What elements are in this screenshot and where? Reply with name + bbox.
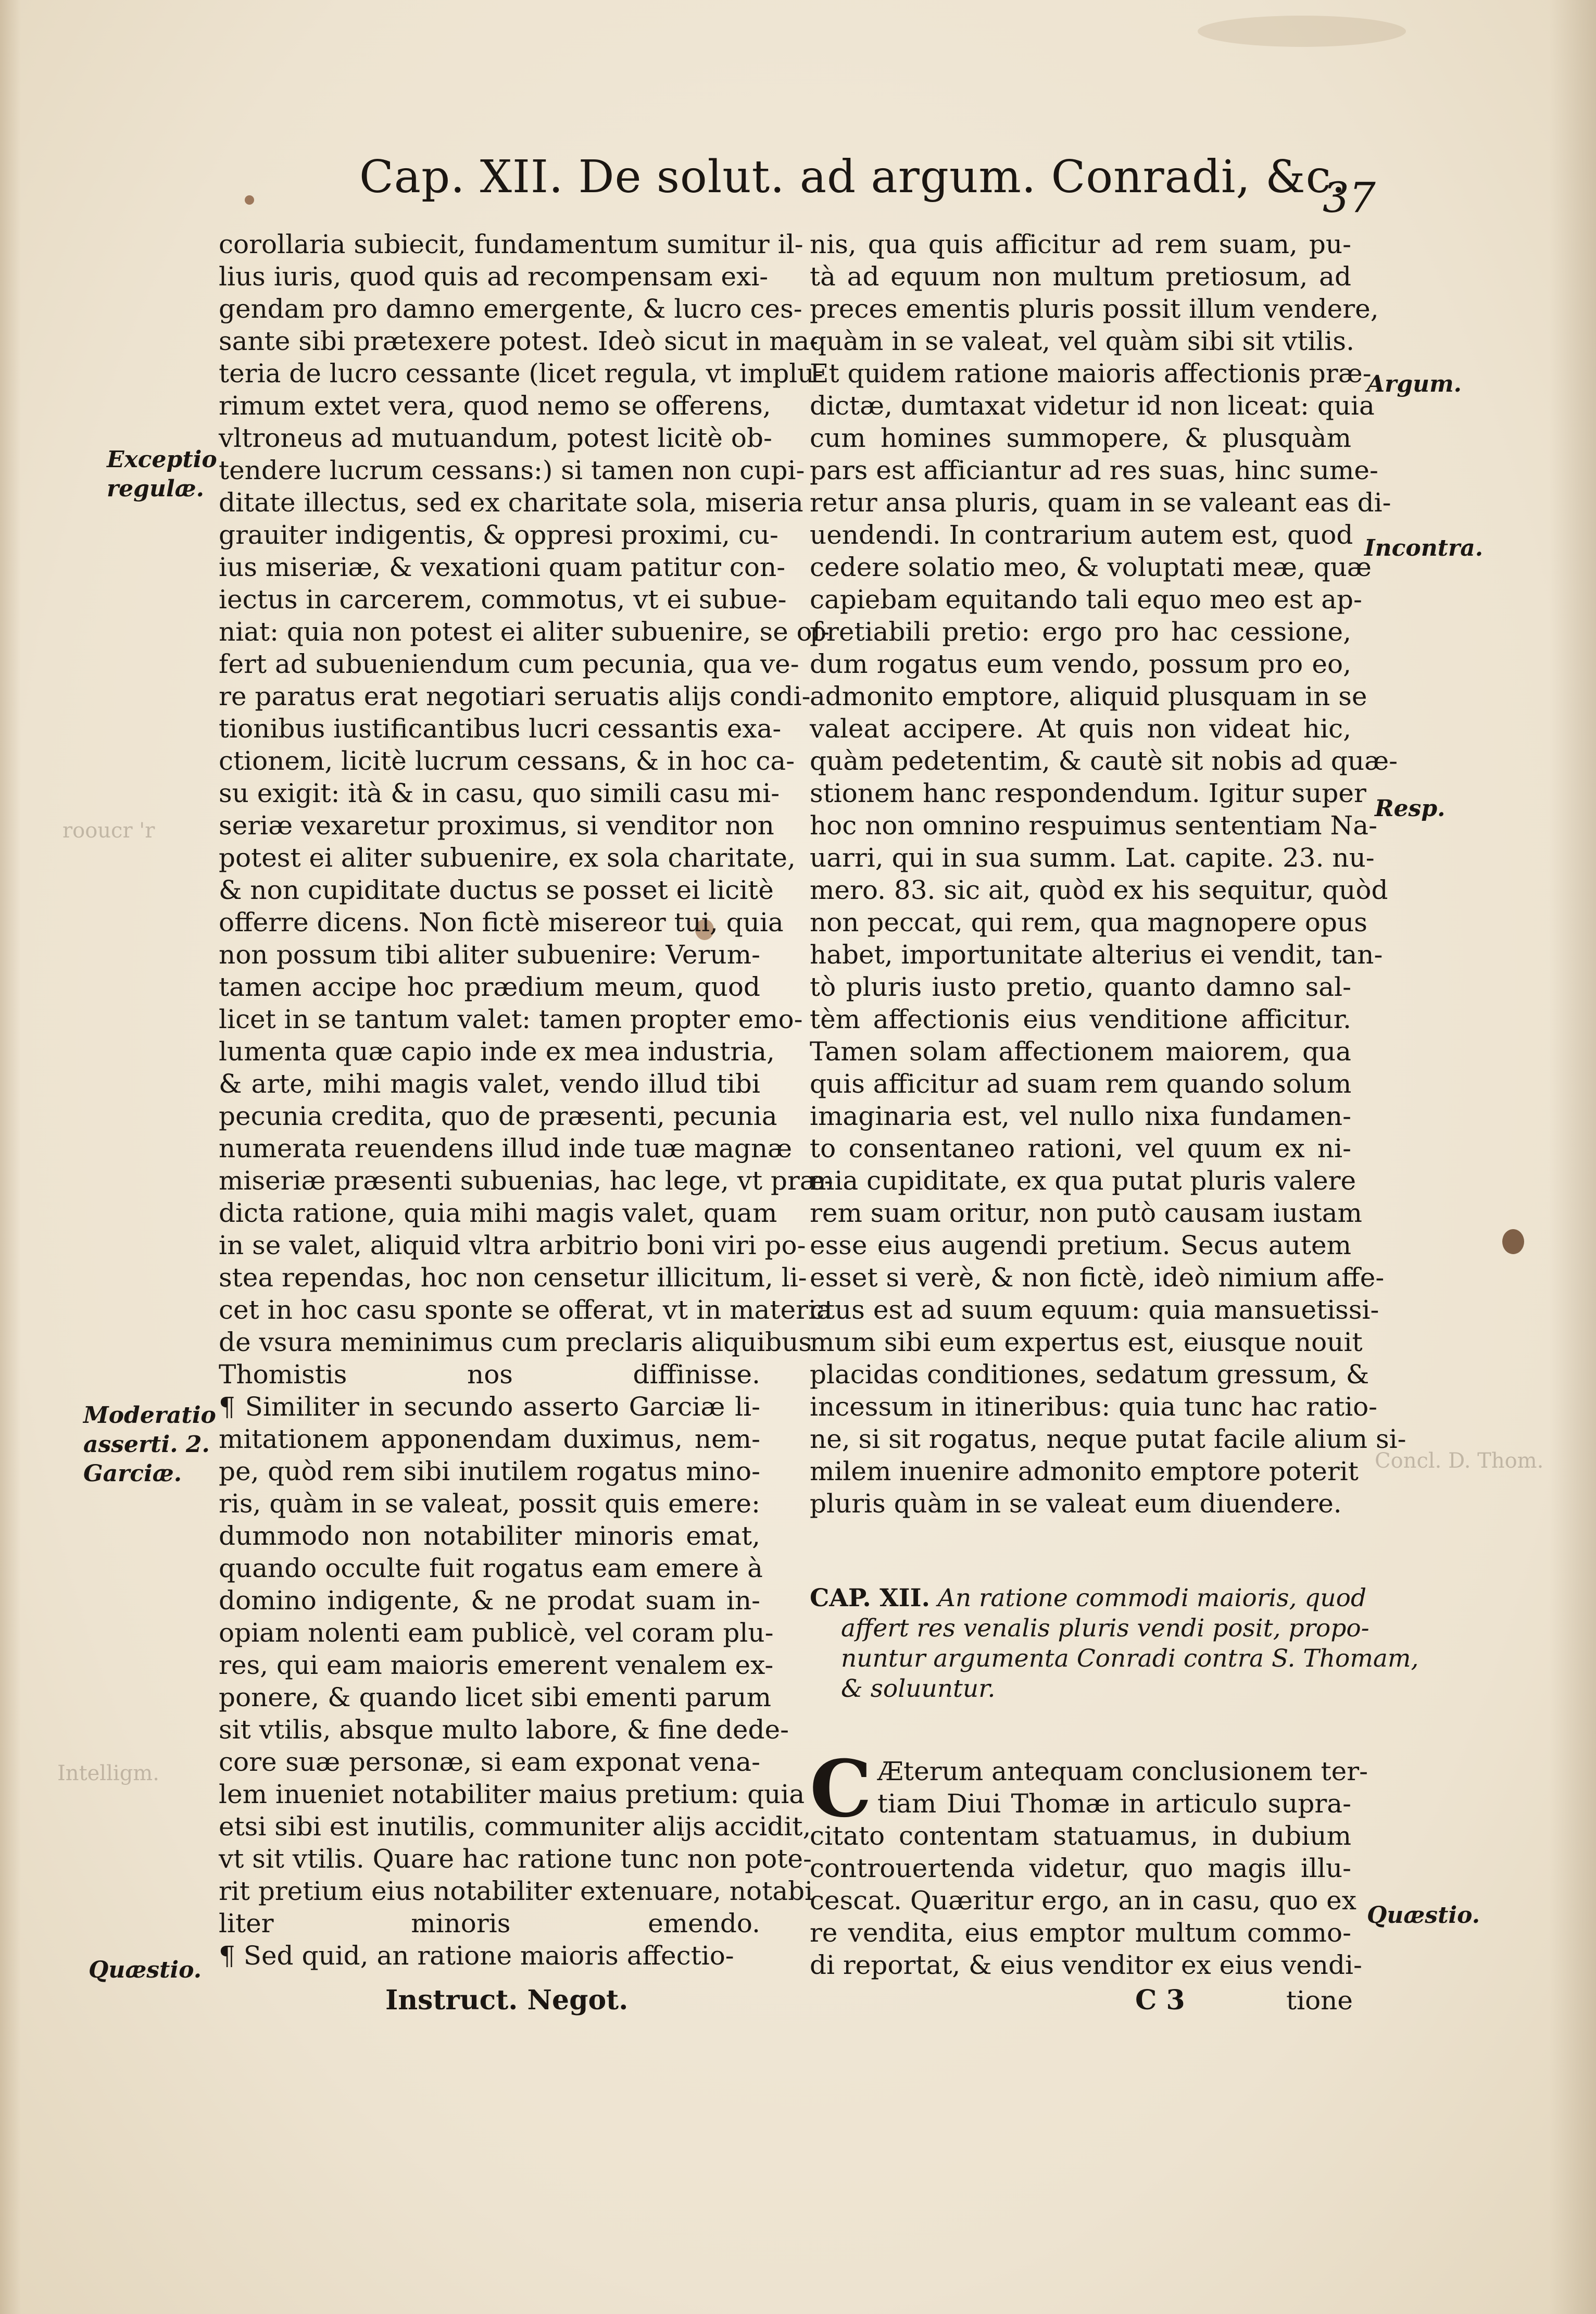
text-line: quàm pedetentim, & cautè sit nobis ad quæ- [810, 746, 1398, 776]
catchword: tione [1286, 1985, 1353, 2016]
text-line: rimum extet vera, quod nemo se offerens, [219, 391, 771, 421]
text-line: di reportat, & eius venditor ex eius vendi- [810, 1950, 1362, 1980]
text-line: milem inuenire admonito emptore poterit [810, 1456, 1359, 1486]
text-line: potest ei aliter subuenire, ex sola charitate, [219, 843, 796, 873]
text-line: capiebam equitando tali equo meo est ap- [810, 584, 1362, 615]
text-line: preces ementis pluris possit illum vendere, [810, 294, 1379, 324]
page-edge-shadow [1549, 0, 1596, 2314]
show-through-text: Concl. D. Thom. [1375, 1449, 1544, 1473]
text-line: uendendi. In contrarium autem est, quod [810, 520, 1353, 550]
text-line: re vendita, eius emptor multum commo- [810, 1918, 1351, 1948]
text-line: etsi sibi est inutilis, communiter alijs accidit, [219, 1811, 811, 1842]
text-line: seriæ vexaretur proximus, si venditor non [219, 810, 774, 841]
text-line: ctionem, licitè lucrum cessans, & in hoc ca- [219, 746, 795, 776]
text-line: quis afficitur ad suam rem quando solum [810, 1069, 1352, 1099]
text-line: mitationem apponendam duximus, nem- [219, 1424, 760, 1454]
text-line: ¶ Sed quid, an ratione maioris affectio- [219, 1941, 734, 1971]
text-line: ne, si sit rogatus, neque putat facile alium si- [810, 1424, 1406, 1454]
text-line: pe, quòd rem sibi inutilem rogatus mino- [219, 1456, 760, 1486]
chapter-body-text [810, 1743, 1368, 1981]
text-line: ctus est ad suum equum: quia mansuetissi- [810, 1295, 1379, 1325]
text-line: numerata reuendens illud inde tuæ magnæ [219, 1133, 793, 1164]
text-line: nis, qua quis afficitur ad rem suam, pu- [810, 229, 1351, 259]
text-line: placidas conditiones, sedatum gressum, & [810, 1359, 1369, 1390]
text-line: Æterum antequam conclusionem ter- [877, 1756, 1368, 1786]
text-line: quàm in se valeat, vel quàm sibi sit vtilis. [810, 326, 1354, 356]
text-line: ris, quàm in se valeat, possit quis emere: [219, 1489, 760, 1519]
margin-note-quaestio-left: Quæstio. [89, 1957, 202, 1983]
text-line: tendere lucrum cessans:) si tamen non cupi- [219, 455, 805, 485]
text-line: lumenta quæ capio inde ex mea industria, [219, 1036, 775, 1067]
right-text-column [810, 228, 1406, 1520]
chapter-title-line: An ratione commodi maioris, quod [937, 1584, 1367, 1612]
text-line: opiam nolenti eam publicè, vel coram plu- [219, 1618, 774, 1648]
text-line: to consentaneo rationi, vel quum ex ni- [810, 1133, 1351, 1164]
margin-note-exceptio: Exceptio regulæ. [107, 446, 217, 502]
text-line: cedere solatio meo, & voluptati meæ, quæ [810, 552, 1372, 582]
text-line: tà ad equum non multum pretiosum, ad [810, 261, 1351, 292]
margin-note-argum: Argum. [1367, 371, 1462, 397]
text-line: lius iuris, quod quis ad recompensam exi- [219, 261, 769, 292]
text-line: tiam Diui Thomæ in articulo supra- [877, 1788, 1351, 1819]
text-line: sante sibi prætexere potest. Ideò sicut in ma- [219, 326, 819, 356]
text-line: Thomistis nos diffinisse. [219, 1359, 760, 1390]
show-through-text: Intelligm. [57, 1761, 159, 1785]
text-line: ponere, & quando licet sibi ementi parum [219, 1682, 772, 1712]
text-line: Et quidem ratione maioris affectionis præ- [810, 358, 1372, 389]
chapter-title-line: & soluuntur. [841, 1674, 996, 1703]
margin-note-moderatio: Moderatio asserti. 2. Garciæ. [83, 1402, 216, 1487]
text-line: rem suam oritur, non putò causam iustam [810, 1198, 1362, 1228]
text-line: core suæ personæ, si eam exponat vena- [219, 1747, 760, 1777]
text-line: dum rogatus eum vendo, possum pro eo, [810, 649, 1351, 679]
text-line: & arte, mihi magis valet, vendo illud tibi [219, 1069, 760, 1099]
margin-note-incontra: Incontra. [1364, 535, 1484, 561]
signature-line: Instruct. Negot. [385, 1984, 629, 2016]
chapter-title-line: nuntur argumenta Conradi contra S. Thomam, [841, 1644, 1419, 1673]
text-line: controuertenda videtur, quo magis illu- [810, 1853, 1351, 1883]
page-gutter-shadow [0, 0, 21, 2314]
text-line: pretiabili pretio: ergo pro hac cessione, [810, 617, 1351, 647]
show-through-text: rooucr 'r [62, 819, 155, 843]
margin-note-quaestio-right: Quæstio. [1367, 1902, 1480, 1929]
text-line: mia cupiditate, ex qua putat pluris valere [810, 1166, 1356, 1196]
text-line: iectus in carcerem, commotus, vt ei subue- [219, 584, 787, 615]
text-line: in se valet, aliquid vltra arbitrio boni viri po- [219, 1230, 806, 1260]
text-line: tamen accipe hoc prædium meum, quod [219, 972, 760, 1002]
text-line: pluris quàm in se valeat eum diuendere. [810, 1489, 1342, 1519]
text-line: vltroneus ad mutuandum, potest licitè ob- [219, 423, 772, 453]
text-line: imaginaria est, vel nullo nixa fundamen- [810, 1101, 1351, 1131]
text-line: pecunia credita, quo de præsenti, pecunia [219, 1101, 777, 1131]
chapter-title-line: affert res venalis pluris vendi posit, propo- [841, 1614, 1369, 1643]
text-line: re paratus erat negotiari seruatis alijs condi- [219, 681, 811, 711]
text-line: miseriæ præsenti subuenias, hac lege, vt præ- [219, 1166, 833, 1196]
ink-stain [245, 195, 254, 205]
text-line: valeat accipere. At quis non videat hic, [810, 714, 1351, 744]
drop-capital: C [810, 1743, 872, 1835]
text-line: ius miseriæ, & vexationi quam patitur con- [219, 552, 786, 582]
text-line: vt sit vtilis. Quare hac ratione tunc non pote- [219, 1844, 812, 1874]
chapter-label: CAP. XII. [810, 1584, 930, 1612]
text-line: Tamen solam affectionem maiorem, qua [810, 1036, 1351, 1067]
text-line: teria de lucro cessante (licet regula, vt implu- [219, 358, 823, 389]
text-line: pars est afficiantur ad res suas, hinc sume- [810, 455, 1378, 485]
text-line: dictæ, dumtaxat videtur id non liceat: quia [810, 391, 1375, 421]
text-line: cet in hoc casu sponte se offerat, vt in materia [219, 1295, 832, 1325]
text-line: rit pretium eius notabiliter extenuare, notabi [219, 1876, 813, 1906]
text-line: res, qui eam maioris emerent venalem ex- [219, 1650, 774, 1680]
text-line: gendam pro damno emergente, & lucro ces- [219, 294, 802, 324]
text-line: dummodo non notabiliter minoris emat, [219, 1521, 760, 1551]
text-line: de vsura meminimus cum preclaris aliquibus [219, 1327, 812, 1357]
text-line: licet in se tantum valet: tamen propter emo- [219, 1004, 803, 1034]
running-title: Cap. XII. De solut. ad argum. Conradi, &c. [359, 151, 1347, 203]
text-line: fert ad subueniendum cum pecunia, qua ve- [219, 649, 799, 679]
text-line: tò pluris iusto pretio, quanto damno sal- [810, 972, 1351, 1002]
text-line: citato contentam statuamus, in dubium [810, 1821, 1351, 1851]
text-line: grauiter indigentis, & oppresi proximi, cu- [219, 520, 778, 550]
text-line: & non cupiditate ductus se posset ei licitè [219, 875, 774, 905]
text-line: tionibus iustificantibus lucri cessantis exa- [219, 714, 782, 744]
text-line: esse eius augendi pretium. Secus autem [810, 1230, 1351, 1260]
text-line: mum sibi eum expertus est, eiusque nouit [810, 1327, 1363, 1357]
text-line: offerre dicens. Non fictè misereor tui, quia [219, 907, 784, 937]
text-line: admonito emptore, aliquid plusquam in se [810, 681, 1367, 711]
text-line: lem inueniet notabiliter maius pretium: quia [219, 1779, 805, 1809]
page-number: 37 [1323, 173, 1376, 222]
text-line: esset si verè, & non fictè, ideò nimium affe- [810, 1262, 1385, 1293]
text-line: ditate illectus, sed ex charitate sola, miseria [219, 487, 803, 518]
text-line: habet, importunitate alterius ei vendit, tan- [810, 940, 1383, 970]
text-line: mero. 83. sic ait, quòd ex his sequitur, quòd [810, 875, 1388, 905]
text-line: retur ansa pluris, quam in se valeant eas di- [810, 487, 1391, 518]
text-line: tèm affectionis eius venditione afficitur. [810, 1004, 1351, 1034]
text-line: domino indigente, & ne prodat suam in- [219, 1585, 760, 1616]
text-line: su exigit: ità & in casu, quo simili casu mi- [219, 778, 780, 808]
text-line: stea rependas, hoc non censetur illicitum, li- [219, 1262, 807, 1293]
text-line: cescat. Quæritur ergo, an in casu, quo ex [810, 1885, 1356, 1916]
text-line: non possum tibi aliter subuenire: Verum- [219, 940, 760, 970]
text-line: hoc non omnino respuimus sententiam Na- [810, 810, 1378, 841]
text-line: dicta ratione, quia mihi magis valet, quam [219, 1198, 777, 1228]
text-line: quando occulte fuit rogatus eam emere à [219, 1553, 763, 1583]
text-line: ¶ Similiter in secundo asserto Garciæ li- [219, 1392, 760, 1422]
text-line: uarri, qui in sua summ. Lat. capite. 23. nu- [810, 843, 1375, 873]
ink-stain [1198, 16, 1406, 47]
signature-mark: C 3 [1135, 1984, 1185, 2016]
left-text-column [219, 228, 833, 1972]
text-line: niat: quia non potest ei aliter subuenire, se of- [219, 617, 830, 647]
chapter-heading [810, 1583, 1419, 1704]
text-line: sit vtilis, absque multo labore, & fine dede- [219, 1715, 789, 1745]
text-line: stionem hanc respondendum. Igitur super [810, 778, 1366, 808]
text-line: non peccat, qui rem, qua magnopere opus [810, 907, 1367, 937]
ink-stain [1502, 1229, 1524, 1254]
text-line: incessum in itineribus: quia tunc hac ratio- [810, 1392, 1378, 1422]
margin-note-resp: Resp. [1375, 795, 1446, 822]
text-line: liter minoris emendo. [219, 1908, 760, 1938]
text-line: cum homines summopere, & plusquàm [810, 423, 1351, 453]
text-line: corollaria subiecit, fundamentum sumitur il- [219, 229, 803, 259]
